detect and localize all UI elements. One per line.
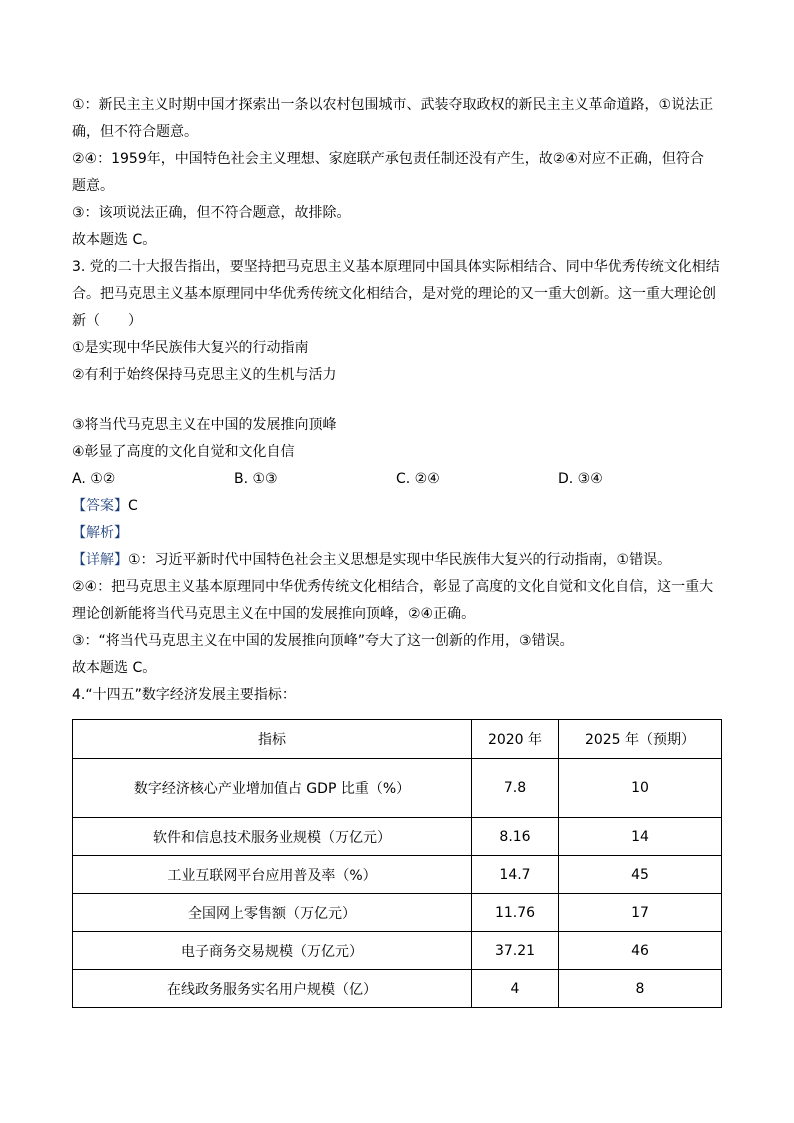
table-cell: 11.76 — [472, 894, 559, 932]
answer-line — [72, 493, 722, 520]
detail-line: ②④：把马克思主义基本原理同中华优秀传统文化相结合，彰显了高度的文化自觉和文化自信，这一重大 — [72, 579, 714, 595]
table-cell: 软件和信息技术服务业规模（万亿元） — [73, 818, 472, 856]
indicators-table — [72, 719, 722, 1008]
table-row — [73, 856, 722, 894]
table-row — [73, 894, 722, 932]
statement-4: ④彰显了高度的文化自觉和文化自信 — [72, 444, 295, 460]
option-b: B. ①③ — [234, 471, 278, 487]
table-cell: 数字经济核心产业增加值占 GDP 比重（%） — [73, 759, 472, 818]
document-body — [72, 92, 722, 709]
text-line: 故本题选 C。 — [72, 232, 157, 248]
table-cell: 46 — [559, 932, 722, 970]
detail-tag: 【详解】 — [72, 552, 128, 568]
table-header-indicator: 指标 — [73, 720, 472, 759]
table-row — [73, 932, 722, 970]
table-cell: 10 — [559, 759, 722, 818]
table-cell: 14.7 — [472, 856, 559, 894]
statement-1: ①是实现中华民族伟大复兴的行动指南 — [72, 340, 309, 356]
table-row — [73, 818, 722, 856]
table-cell: 37.21 — [472, 932, 559, 970]
analysis-tag: 【解析】 — [72, 525, 128, 541]
question-3-stem: 合。把马克思主义基本原理同中华优秀传统文化相结合，是对党的理论的又一重大创新。这一重大理论创 — [72, 286, 716, 302]
table-cell: 4 — [472, 970, 559, 1008]
detail-line: ③：“将当代马克思主义在中国的发展推向顶峰”夸大了这一创新的作用，③错误。 — [72, 633, 574, 649]
option-c: C. ②④ — [396, 471, 440, 487]
text-line: ②④：1959年，中国特色社会主义理想、家庭联产承包责任制还没有产生，故②④对应不正确，但符合 — [72, 151, 704, 167]
table-cell: 14 — [559, 818, 722, 856]
table-row — [73, 759, 722, 818]
table-cell: 电子商务交易规模（万亿元） — [73, 932, 472, 970]
text-line: ①：新民主主义时期中国才探索出一条以农村包围城市、武装夺取政权的新民主主义革命道路，①说法正 — [72, 97, 714, 113]
option-d: D. ③④ — [558, 471, 603, 487]
detail-line: 故本题选 C。 — [72, 660, 157, 676]
table-cell: 全国网上零售额（万亿元） — [73, 894, 472, 932]
text-line: 确，但不符合题意。 — [72, 124, 198, 140]
answer-value: C — [128, 498, 138, 514]
text-line: ③：该项说法正确，但不符合题意，故排除。 — [72, 205, 351, 221]
table-header-2025: 2025 年（预期） — [559, 720, 722, 759]
table-cell: 8 — [559, 970, 722, 1008]
answer-options — [72, 466, 722, 493]
option-a: A. ①② — [72, 471, 116, 487]
question-3-stem: 3. 党的二十大报告指出，要坚持把马克思主义基本原理同中国具体实际相结合、同中华优秀传统文化相结 — [72, 259, 720, 275]
table-cell: 7.8 — [472, 759, 559, 818]
detail-line: 理论创新能将当代马克思主义在中国的发展推向顶峰，②④正确。 — [72, 606, 476, 622]
question-4-title: 4.“十四五”数字经济发展主要指标： — [72, 687, 296, 703]
table-cell: 在线政务服务实名用户规模（亿） — [73, 970, 472, 1008]
table-cell: 17 — [559, 894, 722, 932]
detail-text: ①：习近平新时代中国特色社会主义思想是实现中华民族伟大复兴的行动指南，①错误。 — [128, 552, 672, 568]
statement-2: ②有利于始终保持马克思主义的生机与活力 — [72, 367, 337, 383]
detail-line — [72, 547, 722, 574]
analysis-line — [72, 520, 722, 547]
table-row — [73, 970, 722, 1008]
table-cell: 工业互联网平台应用普及率（%） — [73, 856, 472, 894]
question-3-stem: 新（ ） — [72, 313, 142, 329]
table-header-2020: 2020 年 — [472, 720, 559, 759]
table-cell: 8.16 — [472, 818, 559, 856]
table-cell: 45 — [559, 856, 722, 894]
answer-tag: 【答案】 — [72, 498, 128, 514]
statement-3: ③将当代马克思主义在中国的发展推向顶峰 — [72, 417, 337, 433]
text-line: 题意。 — [72, 178, 114, 194]
